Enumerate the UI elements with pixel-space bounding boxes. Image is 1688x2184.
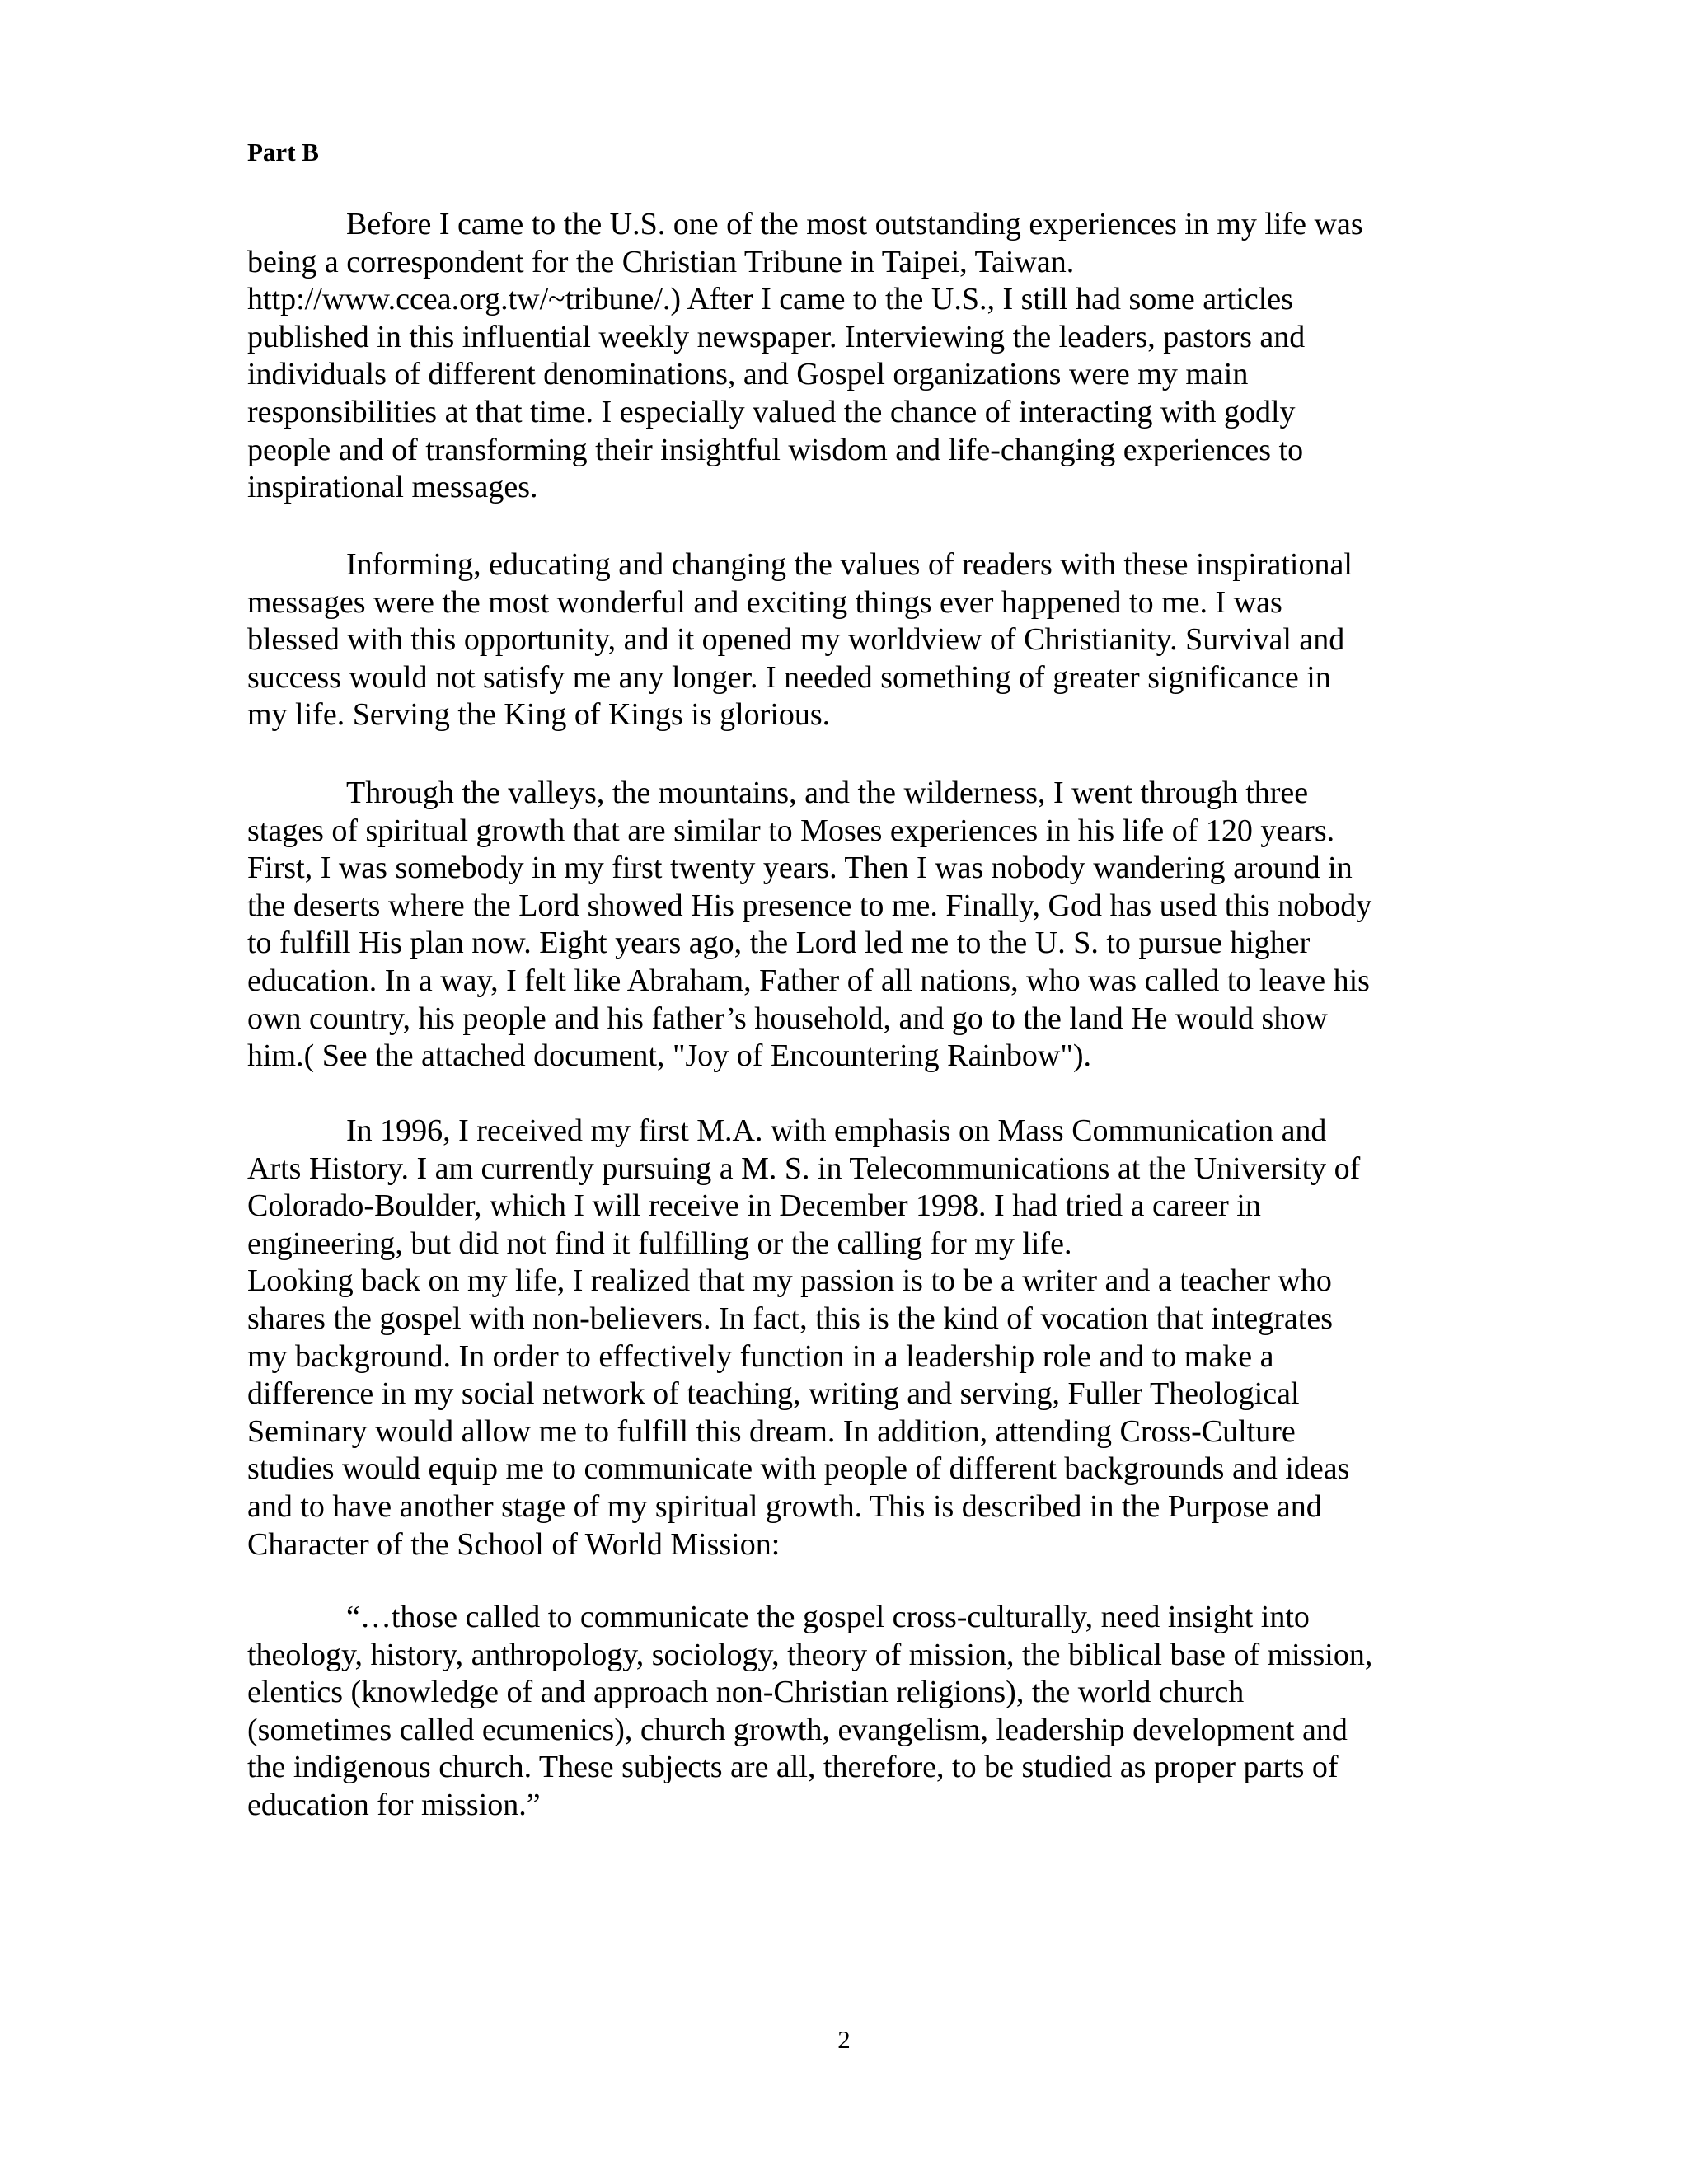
text-line: Colorado-Boulder, which I will receive in December 1998. I had tried a career in (247, 1188, 1261, 1224)
text-line: blessed with this opportunity, and it opened my worldview of Christianity. Survival and (247, 622, 1345, 658)
text-line: shares the gospel with non-believers. In fact, this is the kind of vocation that integrates (247, 1301, 1333, 1336)
paragraph-education (247, 1113, 1451, 1563)
text-line: Through the valleys, the mountains, and the wilderness, I went through three (346, 776, 1309, 810)
text-line: stages of spiritual growth that are similar to Moses experiences in his life of 120 years. (247, 813, 1335, 848)
text-line: published in this influential weekly newspaper. Interviewing the leaders, pastors and (247, 319, 1306, 354)
paragraph-informing (247, 546, 1451, 734)
text-line: and to have another stage of my spiritual growth. This is described in the Purpose and (247, 1488, 1322, 1524)
paragraph-correspondent (247, 206, 1451, 507)
text-line: inspirational messages. (247, 470, 538, 505)
text-line: success would not satisfy me any longer. I needed something of greater significance in (247, 659, 1331, 695)
section-heading: Part B (247, 138, 319, 166)
text-line: the deserts where the Lord showed His presence to me. Finally, God has used this nobody (247, 888, 1372, 923)
text-line: individuals of different denominations, and Gospel organizations were my main (247, 357, 1249, 392)
text-line: “…those called to communicate the gospel cross-culturally, need insight into (346, 1600, 1310, 1634)
text-line: Looking back on my life, I realized that my passion is to be a writer and a teacher who (247, 1263, 1332, 1299)
paragraph-quotation (247, 1599, 1451, 1825)
text-line: Before I came to the U.S. one of the most outstanding experiences in my life was (346, 207, 1363, 241)
paragraph-spiritual-growth (247, 775, 1451, 1076)
text-line: responsibilities at that time. I especially valued the chance of interacting with godly (247, 394, 1296, 429)
page-number: 2 (837, 2025, 851, 2054)
text-line: First, I was somebody in my first twenty years. Then I was nobody wandering around in (247, 851, 1353, 886)
text-line: him.( See the attached document, "Joy of Encountering Rainbow"). (247, 1038, 1092, 1074)
text-line: to fulfill His plan now. Eight years ago, the Lord led me to the U. S. to pursue higher (247, 926, 1311, 961)
text-line: people and of transforming their insightful wisdom and life-changing experiences to (247, 432, 1304, 467)
text-line: my background. In order to effectively function in a leadership role and to make a (247, 1338, 1274, 1374)
text-line: In 1996, I received my first M.A. with emphasis on Mass Communication and (346, 1113, 1327, 1148)
text-line: difference in my social network of teaching, writing and serving, Fuller Theological (247, 1376, 1300, 1412)
text-line: own country, his people and his father’s household, and go to the land He would show (247, 1001, 1328, 1036)
text-line: Seminary would allow me to fulfill this dream. In addition, attending Cross-Culture (247, 1413, 1296, 1449)
text-line: messages were the most wonderful and exciting things ever happened to me. I was (247, 584, 1282, 620)
text-line: education for mission.” (247, 1787, 541, 1822)
text-line: (sometimes called ecumenics), church growth, evangelism, leadership development and (247, 1712, 1348, 1747)
text-line: Informing, educating and changing the values of readers with these inspirational (346, 547, 1353, 582)
text-line: my life. Serving the King of Kings is glorious. (247, 697, 831, 733)
text-line: education. In a way, I felt like Abraham, Father of all nations, who was called to leave his (247, 963, 1370, 998)
text-line: studies would equip me to communicate with people of different backgrounds and ideas (247, 1451, 1350, 1487)
text-line: theology, history, anthropology, sociology, theory of mission, the biblical base of mission, (247, 1637, 1373, 1672)
text-line: Character of the School of World Mission: (247, 1526, 781, 1562)
text-line: Arts History. I am currently pursuing a M. S. in Telecommunications at the University of (247, 1151, 1361, 1186)
text-line: the indigenous church. These subjects are all, therefore, to be studied as proper parts of (247, 1750, 1339, 1785)
text-line: being a correspondent for the Christian Tribune in Taipei, Taiwan. (247, 244, 1075, 279)
text-line: engineering, but did not find it fulfilling or the calling for my life. (247, 1226, 1072, 1261)
text-line: elentics (knowledge of and approach non-Christian religions), the world church (247, 1675, 1245, 1710)
text-line: http://www.ccea.org.tw/~tribune/.) After I came to the U.S., I still had some articles (247, 282, 1293, 317)
